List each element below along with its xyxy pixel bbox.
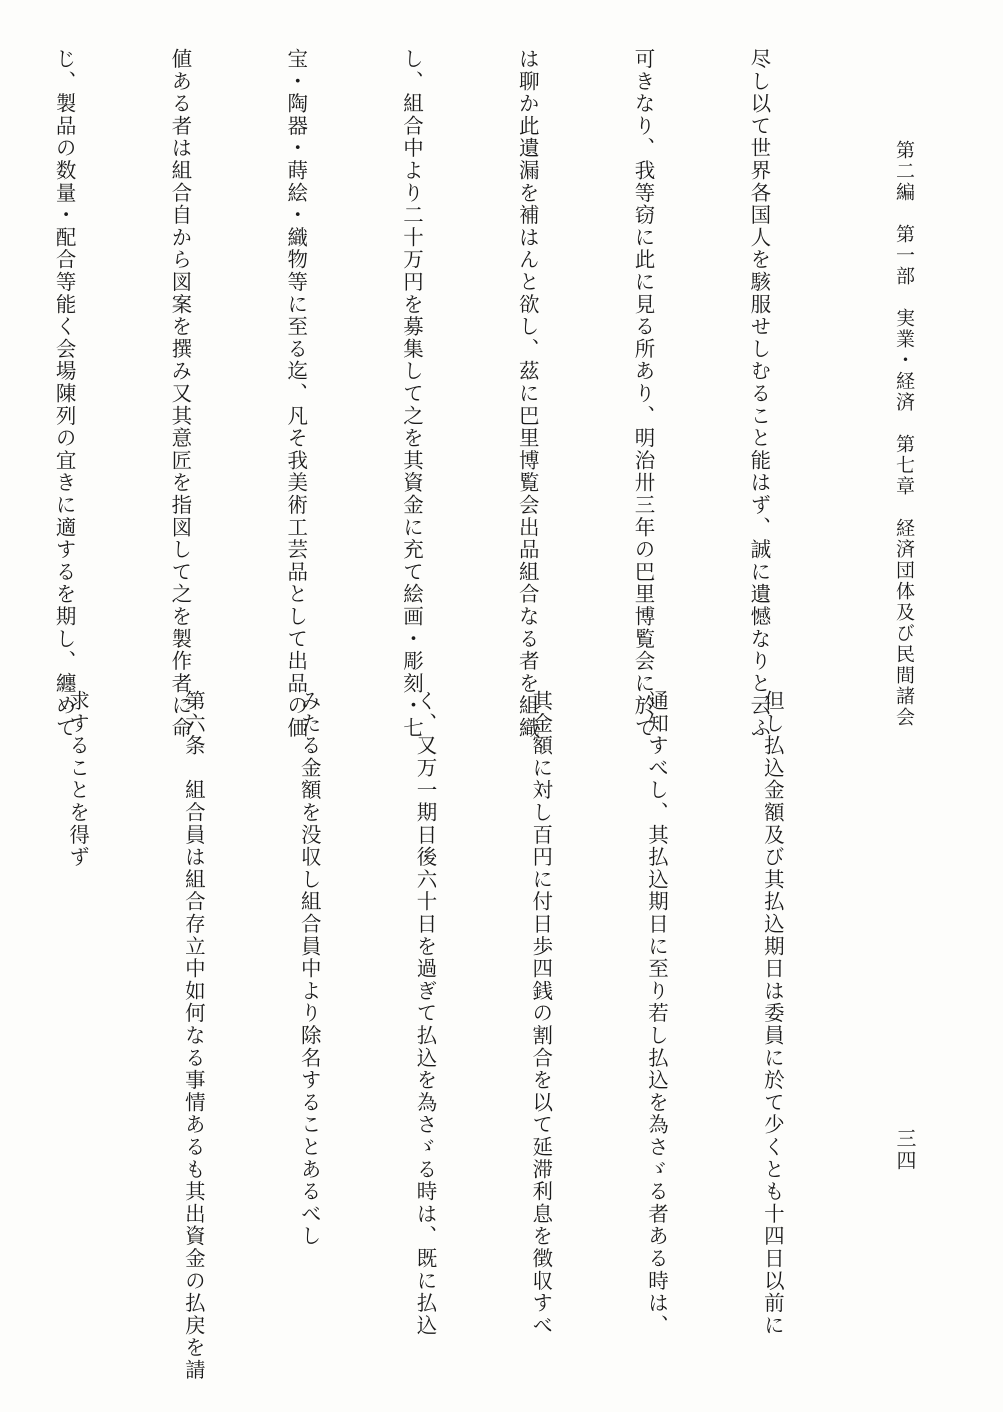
text-line: 其金額に対し百円に付日歩四銭の割合を以て延滞利息を徴収すべ [528,690,553,1337]
running-head: 第二編 第一部 実業・経済 第七章 経済団体及び民間諸会 [893,140,915,728]
text-line: 値ある者は組合自から図案を撰み又其意匠を指図して之を製作者に命 [167,48,192,740]
text-line: く、又万一期日後六十日を過ぎて払込を為さゞる時は、既に払込 [412,690,437,1337]
lower-text-block [49,690,889,1382]
text-line: 宝・陶器・蒔絵・織物等に至る迄、凡そ我美術工芸品として出品の価 [283,48,308,740]
article-line: 第六条 組合員は組合存立中如何なる事情あるも其出資金の払戻を請 [181,690,206,1382]
text-line: 但し払込金額及び其払込期日は委員に於て少くとも十四日以前に [760,690,785,1337]
text-line: は聊か此遺漏を補はんと欲し、茲に巴里博覧会出品組合なる者を組織 [515,48,540,740]
text-line: し、組合中より二十万円を募集して之を其資金に充て絵画・彫刻・七 [399,48,424,740]
upper-text-block [52,48,855,740]
text-line: 求することを得ず [65,690,90,869]
text-line: 尽し以て世界各国人を駭服せしむること能はず、誠に遺憾なりと云ふ [746,48,771,740]
page-number: 三四 [893,1128,917,1172]
text-line: 通知すべし、其払込期日に至り若し払込を為さゞる者ある時は、 [644,690,669,1337]
text-line: じ、製品の数量・配合等能く会場陳列の宜きに適するを期し、纏めて [52,48,77,740]
text-line: みたる金額を没収し組合員中より除名することあるべし [297,690,322,1248]
text-line: 可きなり、我等窃に此に見る所あり、明治卅三年の巴里博覧会に於て [631,48,656,740]
